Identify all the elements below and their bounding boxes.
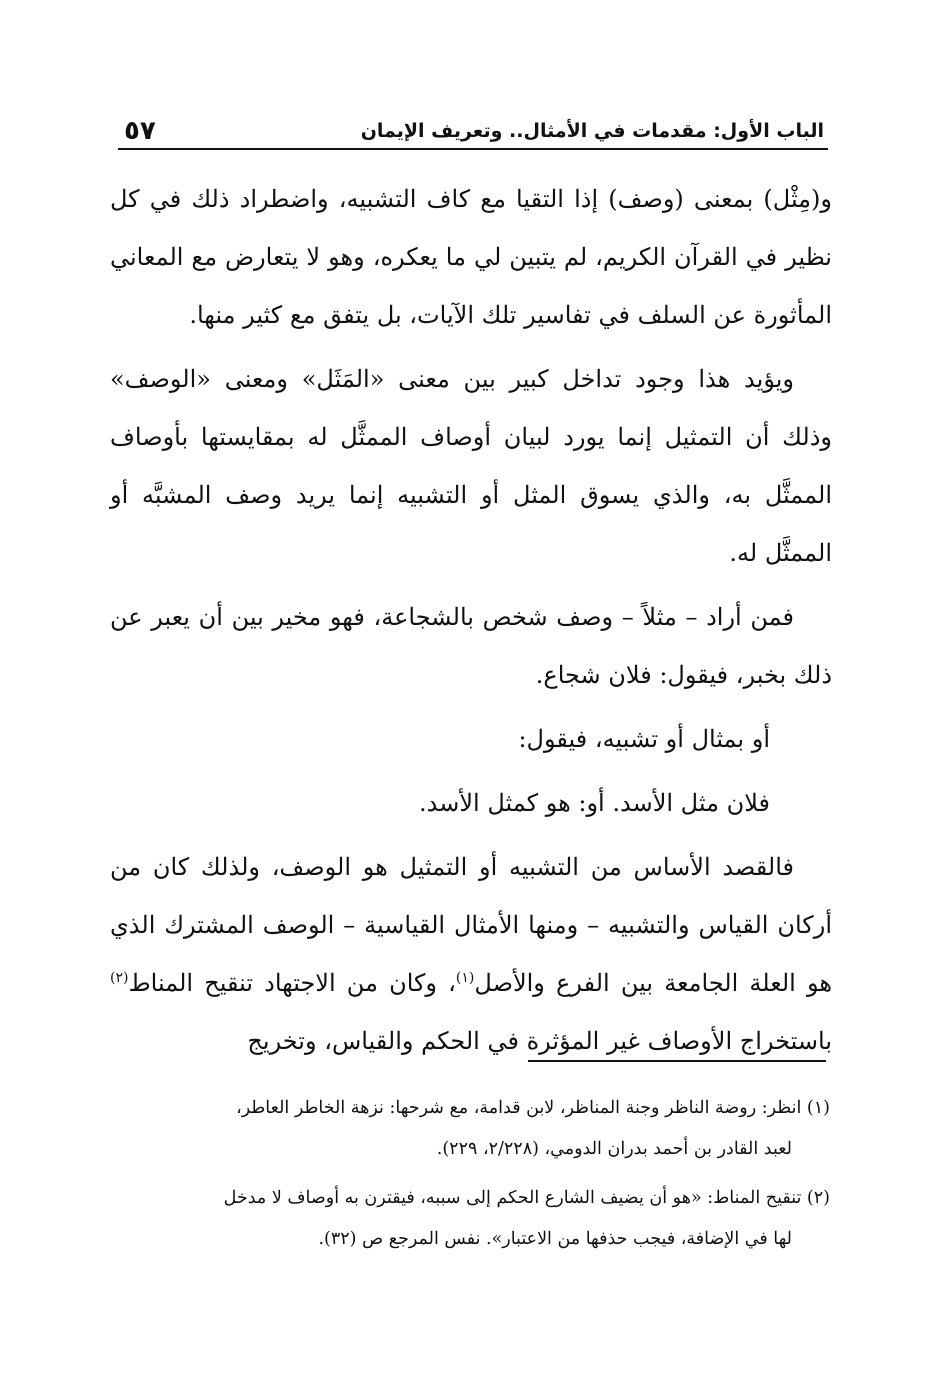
example-line-1: أو بمثال أو تشبيه، فيقول: (518, 725, 770, 753)
paragraph-6-part-c: باستخراج الأوصاف غير المؤثرة في الحكم والقياس، وتخريج (247, 1027, 832, 1055)
paragraph-3: فمن أراد – مثلاً – وصف شخص بالشجاعة، فهو مخير بين أن يعبر عن ذلك بخبر، فيقول: فلان شجاع. (110, 603, 832, 689)
footnote-1-line-2: لعبد القادر بن أحمد بدران الدومي، (٢/٢٢٨، ٢٢٩). (436, 1139, 792, 1159)
page-number: ٥٧ (124, 116, 156, 146)
main-text (110, 170, 832, 1076)
paragraph-6 (110, 838, 832, 1070)
footnote-2-line-2: لها في الإضافة، فيجب حذفها من الاعتبار». نفس المرجع ص (٣٢). (318, 1229, 792, 1249)
footnote-ref-1: (١) (455, 970, 475, 986)
footnote-1-line-1: (١) انظر: روضة الناظر وجنة المناظر، لابن قدامة، مع شرحها: نزهة الخاطر العاطر، (236, 1098, 830, 1118)
running-title: الباب الأول: مقدمات في الأمثال.. وتعريف الإيمان (360, 120, 824, 142)
paragraph-6-part-b: ، وكان من الاجتهاد تنقيح المناط (128, 969, 456, 997)
footnote-2 (112, 1178, 830, 1260)
example-line-2: فلان مثل الأسد. أو: هو كمثل الأسد. (419, 789, 770, 817)
footnote-1 (112, 1088, 830, 1170)
paragraph-2: ويؤيد هذا وجود تداخل كبير بين معنى «المَثَل» ومعنى «الوصف» وذلك أن التمثيل إنما يورد لبيان أوصاف الممثَّل له بمقايستها بأوصاف الممثَّل به، والذي يسوق المثل أو التشبيه إنما يريد وصف المشبَّه أو الممثَّل له. (110, 365, 832, 567)
page-header (118, 110, 828, 150)
footnote-2-line-1: (٢) تنقيح المناط: «هو أن يضيف الشارع الحكم إلى سببه، فيقترن به أوصاف لا مدخل (223, 1188, 830, 1208)
footnotes (112, 1088, 830, 1268)
paragraph-1: و(مِثْل) بمعنى (وصف) إذا التقيا مع كاف التشبيه، واضطراد ذلك في كل نظير في القرآن الكريم، لم يتبين لي ما يعكره، وهو لا يتعارض مع المعاني المأثورة عن السلف في تفاسير تلك الآيات، بل يتفق مع كثير منها. (110, 185, 832, 329)
footnote-ref-2: (٢) (110, 970, 129, 986)
paragraph-6-part-a: فالقصد الأساس من التشبيه أو التمثيل هو الوصف، ولذلك كان من أركان القياس والتشبيه – ومنها الأمثال القياسية – الوصف المشترك الذي هو العلة الجامعة بين الفرع والأصل (110, 853, 832, 997)
footnote-separator (528, 1060, 826, 1062)
